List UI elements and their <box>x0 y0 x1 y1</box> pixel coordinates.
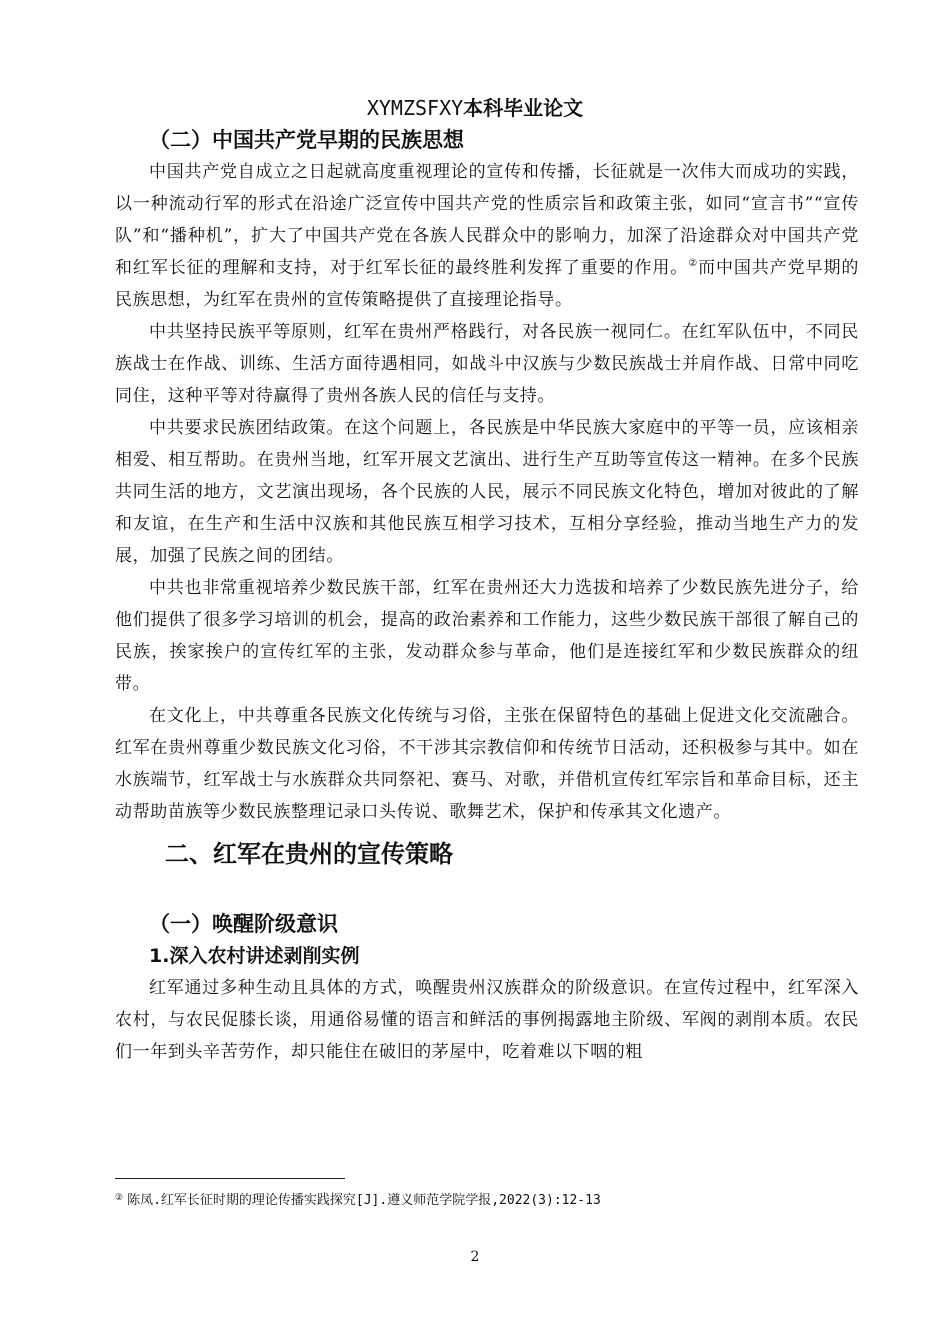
footnote <box>115 1189 859 1210</box>
header-code: XYMZSFXY <box>366 96 464 120</box>
running-header <box>0 96 950 120</box>
paragraph: 中共要求民族团结政策。在这个问题上，各民族是中华民族大家庭中的平等一员，应该相亲相爱、相互帮助。在贵州当地，红军开展文艺演出、进行生产互助等宣传这一精神。在多个民族共同生活的地方，文艺演出现场，各个民族的人民，展示不同民族文化特色，增加对彼此的了解和友谊，在生产和生活中汉族和其他民族互相学习技术，互相分享经验，推动当地生产力的发展，加强了民族之间的团结。 <box>115 418 859 566</box>
body-content <box>115 124 859 1068</box>
footnote-text: 陈凤.红军长征时期的理论传播实践探究[J].遵义师范学院学报,2022(3):12-13 <box>127 1193 601 1208</box>
subsection-heading-rural-exploitation: 1.深入农村讲述剥削实例 <box>149 945 360 967</box>
paragraph-text: 而中国共产党早期的民族思想，为红军在贵州的宣传策略提供了直接理论指导。 <box>115 258 859 310</box>
paragraph: 在文化上，中共尊重各民族文化传统与习俗，主张在保留特色的基础上促进文化交流融合。红军在贵州尊重少数民族文化习俗，不干涉其宗教信仰和传统节日活动，还积极参与其中。如在水族端节，红军战士与水族群众共同祭祀、赛马、对歌，并借机宣传红军宗旨和革命目标，还主动帮助苗族等少数民族整理记录口头传说、歌舞艺术，保护和传承其文化遗产。 <box>115 706 859 822</box>
paragraph-text: 中国共产党自成立之日起就高度重视理论的宣传和传播，长征就是一次伟大而成功的实践，以一种流动行军的形式在沿途广泛宣传中国共产党的性质宗旨和政策主张，如同“宣言书”“宣传队”和“播种机”，扩大了中国共产党在各族人民群众中的影响力，加深了沿途群众对中国共产党和红军长征的理解和支持，对于红军长征的最终胜利发挥了重要的作用。 <box>115 162 859 278</box>
spacer <box>115 828 859 838</box>
paragraph: 中共也非常重视培养少数民族干部，红军在贵州还大力选拔和培养了少数民族先进分子，给他们提供了很多学习培训的机会，提高的政治素养和工作能力，这些少数民族干部很了解自己的民族，挨家挨户的宣传红军的主张，发动群众参与革命，他们是连接红军和少数民族群众的纽带。 <box>115 578 859 694</box>
paragraph: 红军通过多种生动且具体的方式，唤醒贵州汉族群众的阶级意识。在宣传过程中，红军深入农村，与农民促膝长谈，用通俗易懂的语言和鲜活的事例揭露地主阶级、军阀的剥削本质。农民们一年到头辛苦劳作，却只能住在破旧的茅屋中，吃着难以下咽的粗 <box>115 978 859 1062</box>
paragraph: 中共坚持民族平等原则，红军在贵州严格践行，对各民族一视同仁。在红军队伍中，不同民族战士在作战、训练、生活方面待遇相同，如战斗中汉族与少数民族战士并肩作战、日常中同吃同住，这种平等对待赢得了贵州各族人民的信任与支持。 <box>115 322 859 406</box>
header-title: 本科毕业论文 <box>463 96 584 120</box>
paragraph <box>115 156 859 316</box>
section-heading-class-consciousness: （一）唤醒阶级意识 <box>149 912 338 936</box>
footnote-reference[interactable]: ② <box>688 258 699 269</box>
footnote-divider <box>115 1178 345 1179</box>
section-heading-early-ethnic-thought: （二）中国共产党早期的民族思想 <box>149 128 464 152</box>
page-number: 2 <box>470 1249 480 1265</box>
chapter-heading-propaganda-strategy: 二、红军在贵州的宣传策略 <box>165 840 453 868</box>
spacer <box>115 870 859 908</box>
footnote-mark: ② <box>115 1193 124 1203</box>
